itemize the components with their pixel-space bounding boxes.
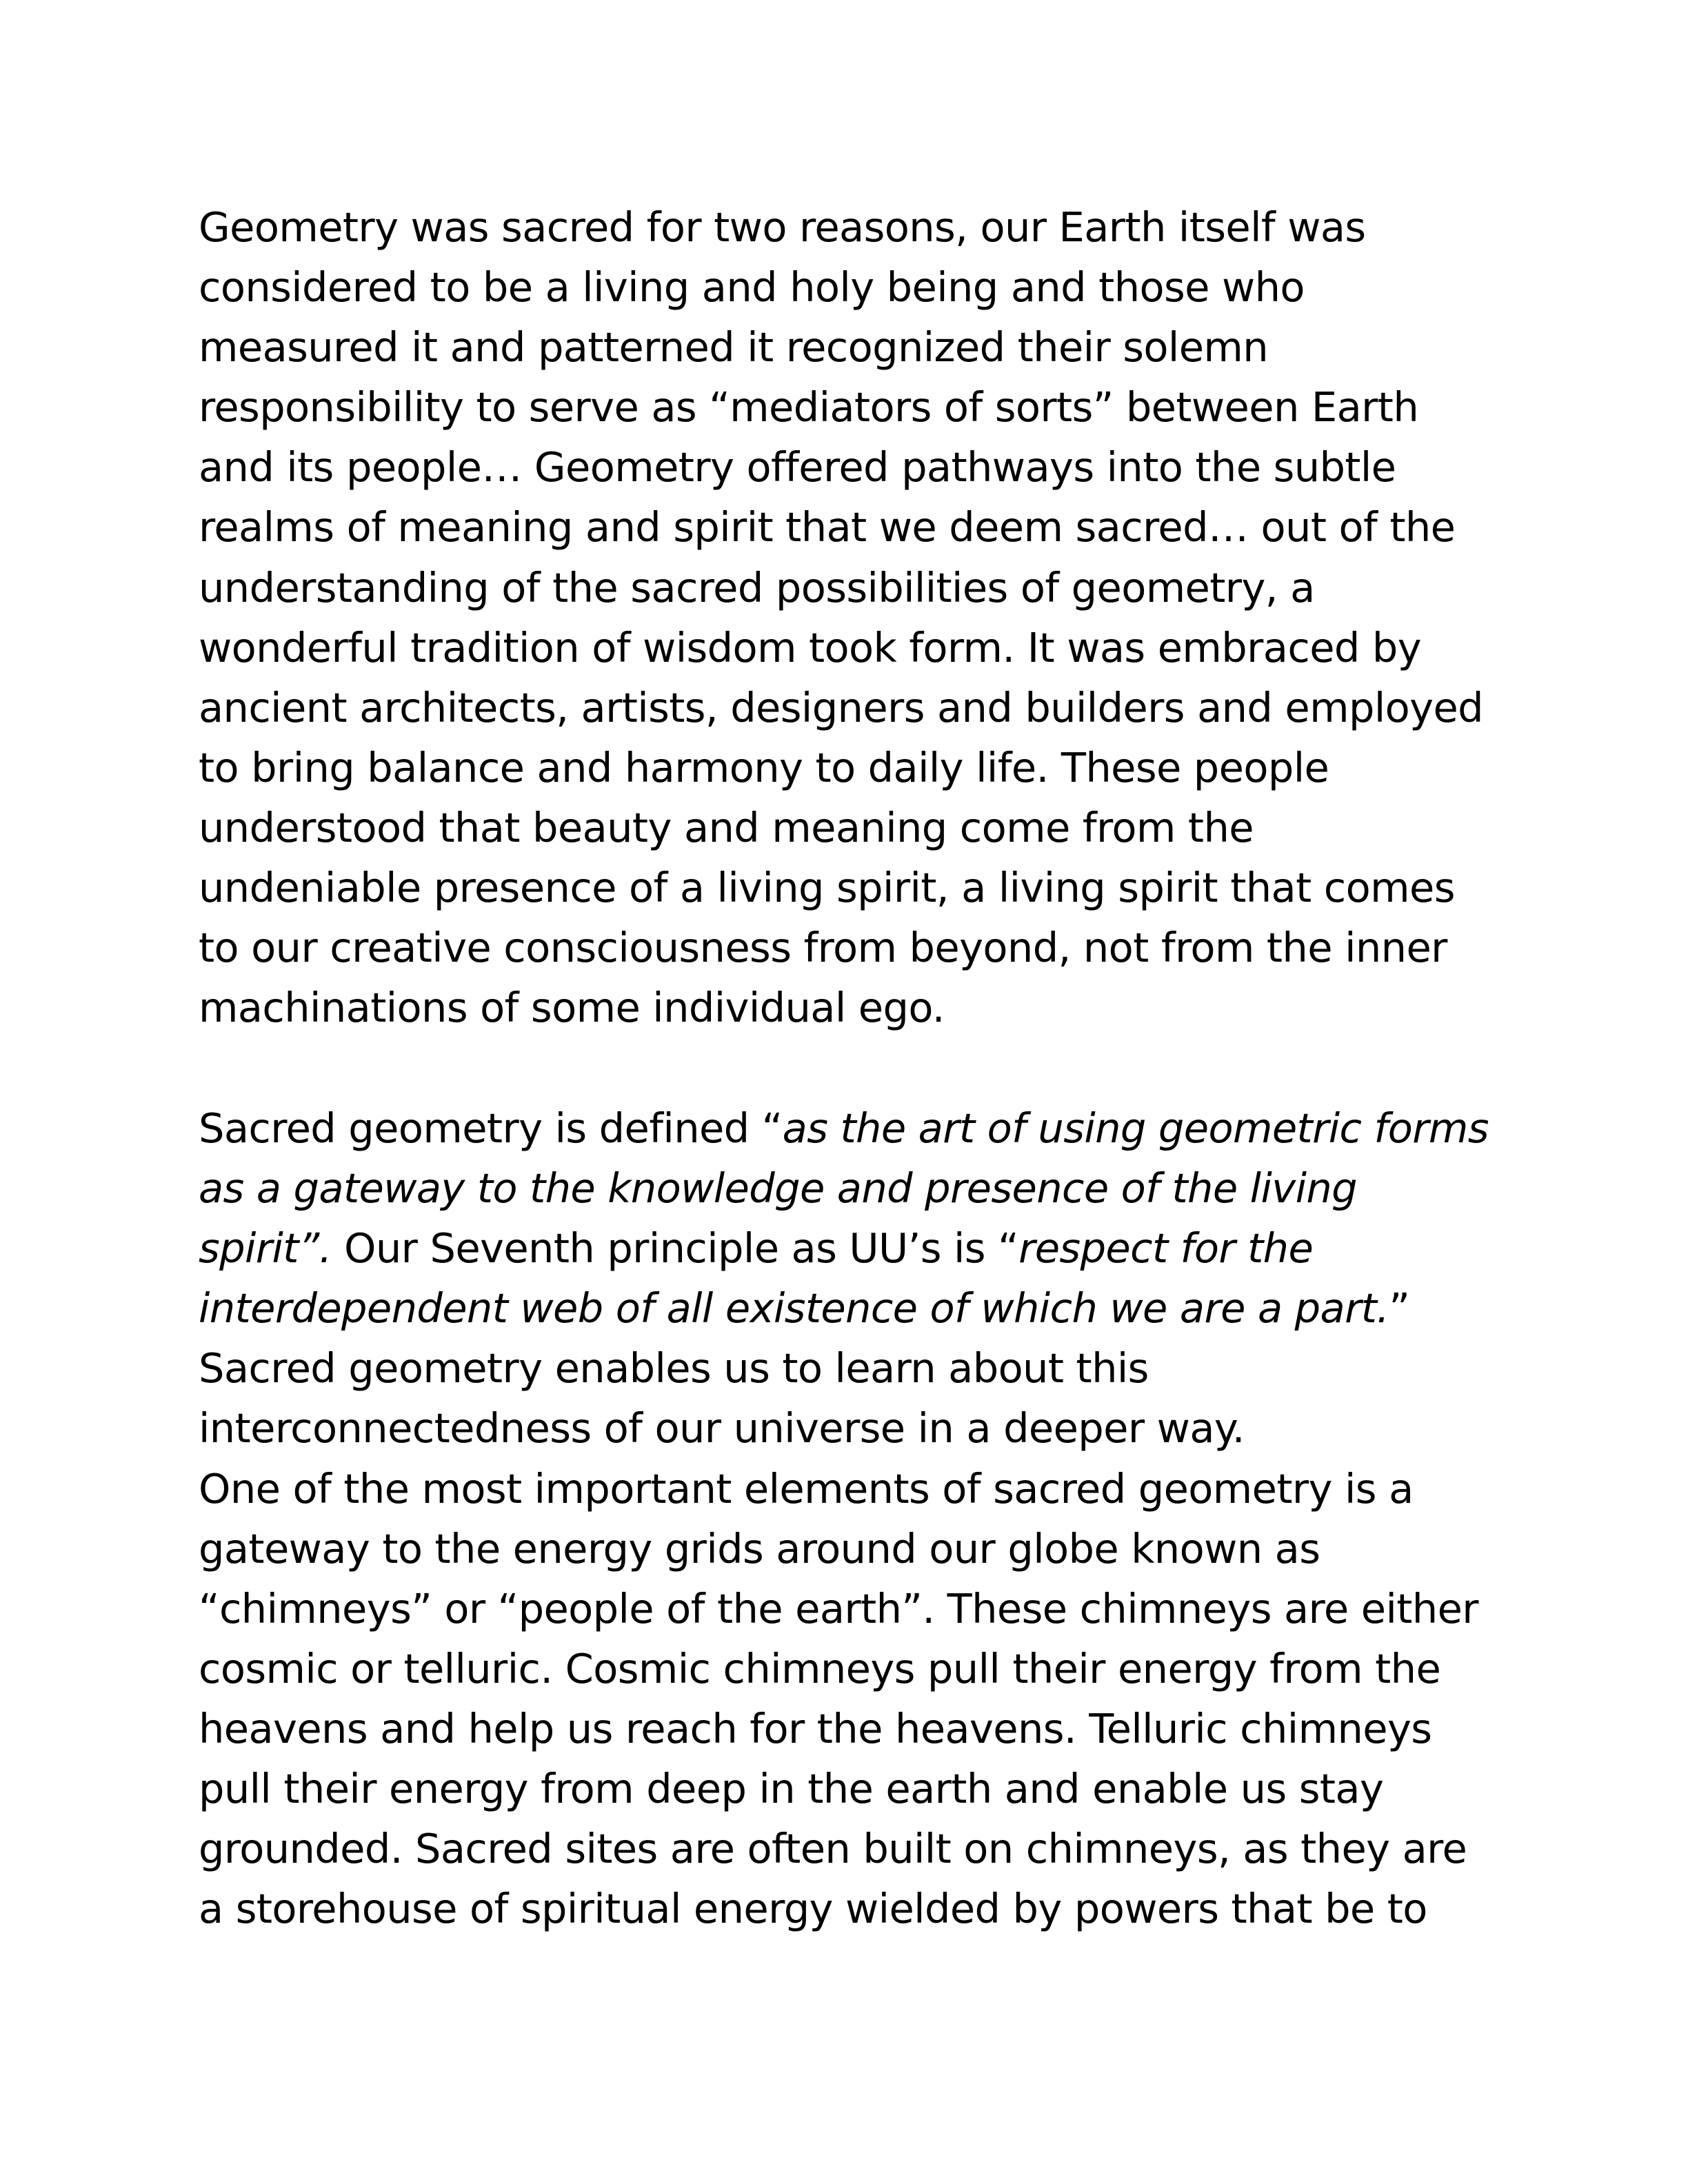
text-line: responsibility to serve as “mediators of sorts” between Earth	[199, 383, 1419, 432]
text-line: Sacred geometry enables us to learn about this	[199, 1344, 1149, 1393]
text-line: ancient architects, artists, designers and builders and employed	[199, 683, 1483, 731]
text-line: measured it and patterned it recognized their solemn	[199, 323, 1269, 372]
paragraph-sacred-geometry-reasons	[199, 197, 1509, 1038]
text-line: heavens and help us reach for the heavens. Telluric chimneys	[199, 1704, 1432, 1752]
text-line: undeniable presence of a living spirit, a living spirit that comes	[199, 864, 1455, 912]
text-line: wonderful tradition of wisdom took form. It was embraced by	[199, 623, 1422, 671]
text-run: Our Seventh principle as UU’s is “	[331, 1224, 1019, 1273]
text-line: a storehouse of spiritual energy wielded by powers that be to	[199, 1885, 1427, 1933]
text-line: understood that beauty and meaning come from the	[199, 803, 1254, 851]
text-line: realms of meaning and spirit that we deem sacred… out of the	[199, 503, 1456, 552]
text-line	[199, 1218, 1509, 1278]
definition-quote: as the art of using geometric forms	[782, 1104, 1489, 1152]
text-line: Geometry was sacred for two reasons, our Earth itself was	[199, 203, 1366, 251]
text-line: pull their energy from deep in the earth and enable us stay	[199, 1765, 1384, 1813]
text-line: One of the most important elements of sacred geometry is a	[199, 1464, 1414, 1513]
principle-quote: respect for the	[1018, 1224, 1314, 1273]
text-run: Sacred geometry is defined “	[199, 1104, 783, 1152]
text-line: cosmic or telluric. Cosmic chimneys pull their energy from the	[199, 1644, 1441, 1692]
text-line: interconnectedness of our universe in a deeper way.	[199, 1404, 1245, 1453]
text-line	[199, 1098, 1509, 1158]
text-line: to bring balance and harmony to daily life. These people	[199, 743, 1329, 791]
paragraph-definition-and-chimneys	[199, 1098, 1509, 1939]
text-line: to our creative consciousness from beyond, not from the inner	[199, 924, 1447, 972]
text-line: understanding of the sacred possibilities of geometry, a	[199, 563, 1315, 611]
text-line: machinations of some individual ego.	[199, 984, 945, 1032]
text-line: grounded. Sacred sites are often built on chimneys, as they are	[199, 1825, 1467, 1873]
principle-quote-line: interdependent web of all existence of which we are a part.	[199, 1284, 1389, 1333]
text-line: considered to be a living and holy being and those who	[199, 263, 1305, 312]
text-line	[199, 1278, 1509, 1338]
text-line: “chimneys” or “people of the earth”. These chimneys are either	[199, 1584, 1478, 1632]
definition-quote-end: spirit”.	[199, 1224, 332, 1273]
text-line: and its people… Geometry offered pathways into the subtle	[199, 443, 1396, 492]
closing-quote-mark: ”	[1389, 1284, 1410, 1333]
text-line: gateway to the energy grids around our globe known as	[199, 1524, 1320, 1573]
definition-quote-line: as a gateway to the knowledge and presence of the living	[199, 1164, 1358, 1213]
